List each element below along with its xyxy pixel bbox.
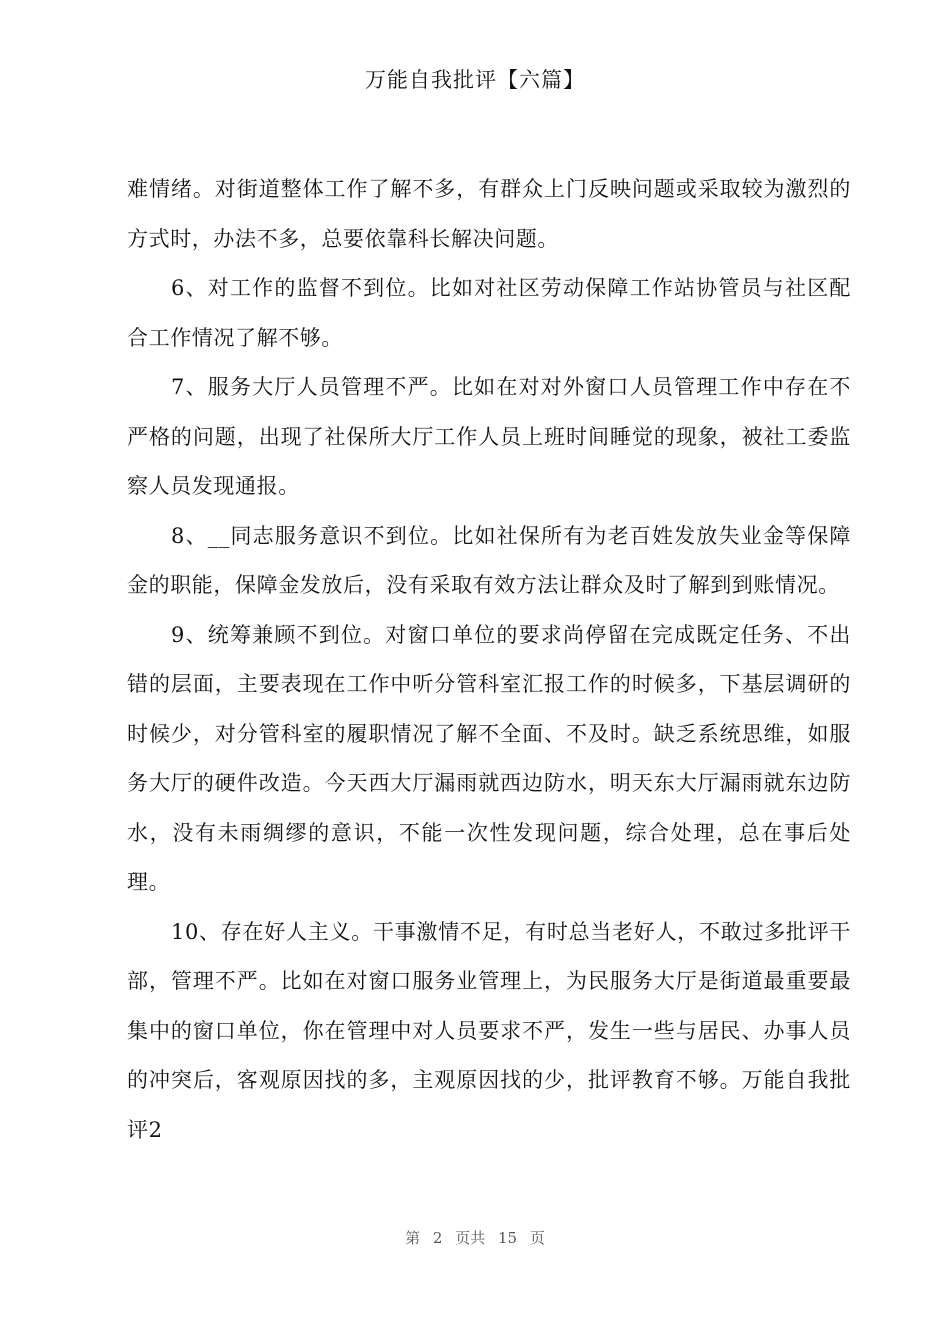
page-number-footer: 第 2 页共 15 页 (405, 1229, 545, 1247)
paragraph-item-9: 9、统筹兼顾不到位。对窗口单位的要求尚停留在完成既定任务、不出错的层面，主要表现在工作中听分管科室汇报工作的时候多，下基层调研的时候少，对分管科室的履职情况了解不全面、不及时。缺乏系统思维，如服务大厅的硬件改造。今天西大厅漏雨就西边防水，明天东大厅漏雨就东边防水，没有未雨绸缪的意识，不能一次性发现问题，综合处理，总在事后处理。 (127, 622, 851, 894)
paragraph-item-10: 10、存在好人主义。干事激情不足，有时总当老好人，不敢过多批评干部，管理不严。比如在对窗口服务业管理上，为民服务大厅是街道最重要最集中的窗口单位，你在管理中对人员要求不严，发生一些与居民、办事人员的冲突后，客观原因找的多，主观原因找的少，批评教育不够。万能自我批评2 (127, 919, 851, 1142)
document-body (127, 165, 851, 1155)
page-title: 万能自我批评【六篇】 (365, 68, 585, 92)
paragraph-item-6: 6、对工作的监督不到位。比如对社区劳动保障工作站协管员与社区配合工作情况了解不够。 (127, 276, 851, 350)
paragraph-item-7: 7、服务大厅人员管理不严。比如在对对外窗口人员管理工作中存在不严格的问题，出现了社保所大厅工作人员上班时间睡觉的现象，被社工委监察人员发现通报。 (127, 375, 851, 498)
paragraph-continuation: 难情绪。对街道整体工作了解不多，有群众上门反映问题或采取较为激烈的方式时，办法不多，总要依靠科长解决问题。 (127, 177, 851, 251)
paragraph-item-8: 8、__同志服务意识不到位。比如社保所有为老百姓发放失业金等保障金的职能，保障金发放后，没有采取有效方法让群众及时了解到到账情况。 (127, 523, 851, 597)
